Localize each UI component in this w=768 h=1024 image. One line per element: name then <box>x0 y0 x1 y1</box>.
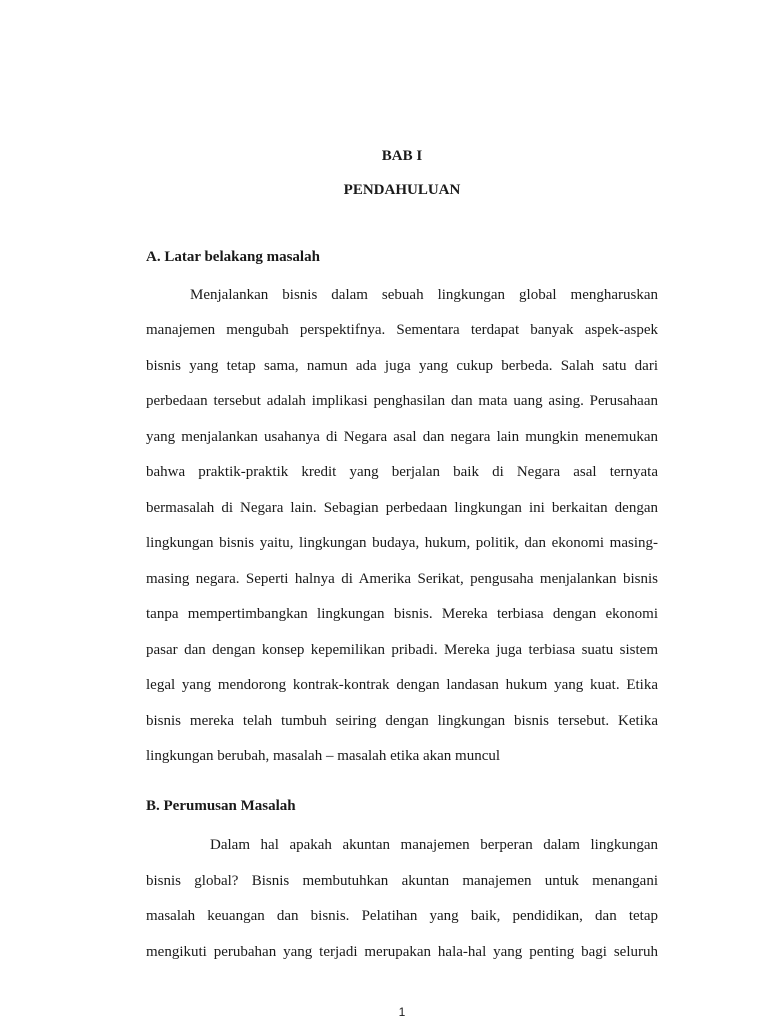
section-heading-problem: B. Perumusan Masalah <box>146 798 296 814</box>
paragraph-line: Dalam hal apakah akuntan manajemen berperan dalam lingkungan <box>210 837 658 853</box>
paragraph-line: bisnis mereka telah tumbuh seiring dengan lingkungan bisnis tersebut. Ketika <box>146 713 658 729</box>
paragraph-line: bisnis yang tetap sama, namun ada juga yang cukup berbeda. Salah satu dari <box>146 358 658 374</box>
paragraph-line: manajemen mengubah perspektifnya. Sementara terdapat banyak aspek-aspek <box>146 322 658 338</box>
paragraph-line: Menjalankan bisnis dalam sebuah lingkungan global mengharuskan <box>190 287 658 303</box>
paragraph-line: bisnis global? Bisnis membutuhkan akuntan manajemen untuk menangani <box>146 873 658 889</box>
page-number: 1 <box>398 1005 406 1019</box>
paragraph-line: bahwa praktik-praktik kredit yang berjalan baik di Negara asal ternyata <box>146 464 658 480</box>
paragraph-line: masing negara. Seperti halnya di Amerika Serikat, pengusaha menjalankan bisnis <box>146 571 658 587</box>
paragraph-line: bermasalah di Negara lain. Sebagian perbedaan lingkungan ini berkaitan dengan <box>146 500 658 516</box>
paragraph-line: tanpa mempertimbangkan lingkungan bisnis. Mereka terbiasa dengan ekonomi <box>146 606 658 622</box>
paragraph-line: perbedaan tersebut adalah implikasi penghasilan dan mata uang asing. Perusahaan <box>146 393 658 409</box>
paragraph-line: lingkungan bisnis yaitu, lingkungan budaya, hukum, politik, dan ekonomi masing- <box>146 535 658 551</box>
paragraph-line: legal yang mendorong kontrak-kontrak dengan landasan hukum yang kuat. Etika <box>146 677 658 693</box>
paragraph-line: yang menjalankan usahanya di Negara asal dan negara lain mungkin menemukan <box>146 429 658 445</box>
paragraph-line: masalah keuangan dan bisnis. Pelatihan yang baik, pendidikan, dan tetap <box>146 908 658 924</box>
paragraph-line: mengikuti perubahan yang terjadi merupakan hala-hal yang penting bagi seluruh <box>146 944 658 960</box>
section-heading-background: A. Latar belakang masalah <box>146 249 320 265</box>
paragraph-line: pasar dan dengan konsep kepemilikan pribadi. Mereka juga terbiasa suatu sistem <box>146 642 658 658</box>
chapter-number: BAB I <box>381 148 423 164</box>
paragraph-line: lingkungan berubah, masalah – masalah etika akan muncul <box>146 748 501 764</box>
chapter-title: PENDAHULUAN <box>343 182 461 198</box>
